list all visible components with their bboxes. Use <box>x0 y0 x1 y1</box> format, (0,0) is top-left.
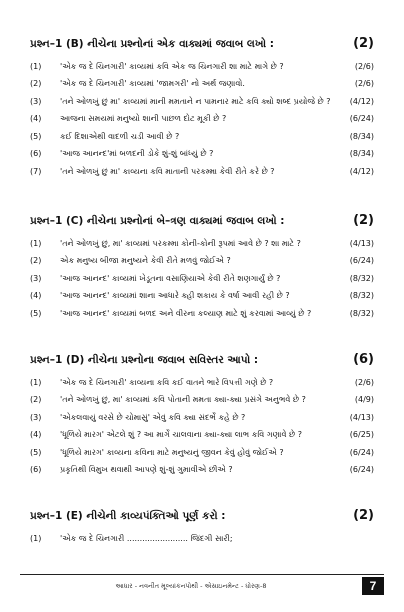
question-reference: (4/9) <box>354 395 374 404</box>
section-heading <box>30 211 374 231</box>
question-text: 'ધૂળિયે મારગ' એટલે શું ? આ માર્ગે ચાલવાના ક્યા-ક્યા લાભ કવિ ગણાવે છે ? <box>60 430 303 439</box>
question-item <box>30 78 374 89</box>
question-number: (5) <box>30 131 42 141</box>
question-item <box>30 464 374 475</box>
question-text: 'તને ઓળખું છું, મા' કાવ્યમાં કવિ પોતાની મમતા ક્યા-ક્યા પ્રસંગે અનુભવે છે ? <box>60 395 306 404</box>
question-reference: (6/24) <box>349 256 374 265</box>
section-c <box>30 211 374 319</box>
question-item <box>30 166 374 177</box>
question-text: 'એક જ દે ચિનગારી ........................ જિંદગી સારી; <box>60 533 233 543</box>
question-item <box>30 290 374 301</box>
question-item <box>30 429 374 440</box>
question-number: (7) <box>30 166 42 176</box>
question-text: 'એકલવાયું વરસે છે ચોમાસું' એવું કવિ ક્યા સંદર્ભે કહે છે ? <box>60 412 246 422</box>
section-heading <box>30 350 374 370</box>
question-reference: (8/34) <box>349 131 374 141</box>
question-number: (4) <box>30 114 42 123</box>
question-text: પ્રકૃતિથી વિમુખ થવાથી આપણે શું-શું ગુમાવીએ છીએ ? <box>60 465 233 474</box>
question-reference: (6/24) <box>349 447 374 457</box>
question-item <box>30 394 374 405</box>
question-item <box>30 238 374 249</box>
question-reference: (8/32) <box>349 291 374 300</box>
question-item <box>30 412 374 423</box>
page-footer <box>20 574 384 592</box>
question-item <box>30 96 374 107</box>
question-reference: (8/34) <box>349 149 374 158</box>
question-reference: (2/6) <box>354 377 374 387</box>
question-number: (5) <box>30 308 42 318</box>
footer-text: આધાર - નવનીત મૂલ્યાંકનપોથી - એસાઇનમેન્ટ - ધોરણ-8 <box>115 581 267 590</box>
section-e <box>30 506 374 544</box>
page-number: 7 <box>362 577 384 595</box>
question-number: (5) <box>30 447 42 457</box>
question-reference: (4/12) <box>349 166 374 176</box>
question-item <box>30 273 374 284</box>
question-number: (4) <box>30 430 42 439</box>
question-text: 'આજ આનન્દ' કાવ્યમાં શાના આધારે ક્હી શકાય કે વર્ષા આવી રહી છે ? <box>60 291 290 300</box>
question-text: 'એક જ દે ચિનગારી' કાવ્યમાં કવિ એક જ ચિનગારી શા માટે માગે છે ? <box>60 61 284 71</box>
question-number: (2) <box>30 256 42 265</box>
question-reference: (4/13) <box>349 238 374 248</box>
question-number: (2) <box>30 395 42 404</box>
question-item <box>30 447 374 458</box>
question-text: 'તને ઓળખું છું મા' કાવ્યમાં માની મમતાને ન પામનાર માટે કવિ ક્યો શબ્દ પ્રયોજે છે ? <box>60 96 331 106</box>
question-reference: (6/24) <box>349 465 374 474</box>
question-number: (6) <box>30 149 42 158</box>
question-text: 'ધૂળિયે મારગ' કાવ્યના કવિના માટે મનુષ્યનું જીવન કેવું હોવું જોઈએ ? <box>60 447 284 457</box>
question-text: 'આજ આનન્દ'માં બળદની ડોકે શું-શું બાંધ્યું છે ? <box>60 149 214 158</box>
question-item <box>30 113 374 124</box>
question-reference: (4/13) <box>349 412 374 422</box>
section-marks: (2) <box>353 36 374 51</box>
section-title: પ્રશ્ન–1 (C) નીચેના પ્રશ્નોનાં બે–ત્રણ વાક્યમાં જવાબ લખો : <box>30 215 285 227</box>
question-text: 'તને ઓળખું છું મા' કાવ્યના કવિ માતાની પરકમ્મા કેવી રીતે કરે છે ? <box>60 166 275 176</box>
section-marks: (2) <box>353 508 374 523</box>
question-reference: (8/32) <box>349 308 374 318</box>
question-reference: (2/6) <box>354 61 374 71</box>
question-reference: (6/24) <box>349 114 374 123</box>
question-number: (6) <box>30 465 42 474</box>
question-text: 'એક જ દે ચિનગારી' કાવ્યમાં 'જામગરી' નો અર્થ જણાવો. <box>60 79 245 88</box>
question-reference: (8/32) <box>349 273 374 283</box>
section-marks: (2) <box>353 213 374 228</box>
question-item <box>30 148 374 159</box>
question-reference: (6/25) <box>349 430 374 439</box>
question-item <box>30 308 374 319</box>
question-text: 'તને ઓળખું છું, મા' કાવ્યમાં પરકમ્મા કોની-કોની રૂપમાં આવે છે ? શા માટે ? <box>60 238 301 248</box>
question-item <box>30 377 374 388</box>
section-title: પ્રશ્ન–1 (D) નીચેના પ્રશ્નોના જવાબ સવિસ્તર આપો : <box>30 354 259 366</box>
question-number: (3) <box>30 412 42 422</box>
question-item <box>30 61 374 72</box>
question-item <box>30 131 374 142</box>
question-number: (1) <box>30 238 42 248</box>
section-marks: (6) <box>353 352 374 367</box>
question-reference: (4/12) <box>349 96 374 106</box>
section-heading <box>30 34 374 54</box>
section-d <box>30 350 374 475</box>
question-number: (2) <box>30 79 42 88</box>
question-text: 'એક જ દે ચિનગારી' કાવ્યના કવિ કઈ વાતને ભારે વિપત્તી ગણે છે ? <box>60 377 274 387</box>
question-item <box>30 255 374 266</box>
section-title: પ્રશ્ન–1 (E) નીચેની કાવ્યપંક્તિઓ પૂર્ણ કરો : <box>30 510 226 522</box>
question-number: (4) <box>30 291 42 300</box>
question-number: (1) <box>30 533 42 543</box>
footer-divider <box>20 574 384 575</box>
question-text: કઈ દિશાએથી વાદળી ચડી આવી છે ? <box>60 131 180 141</box>
question-text: 'આજ આનન્દ' કાવ્યમાં ખેડૂતના વસાણિયાએ કેવી રીતે શણગાર્યું છે ? <box>60 273 281 283</box>
section-b <box>30 34 374 177</box>
question-number: (1) <box>30 377 42 387</box>
question-text: આજના સમયમાં મનુષ્યો શાની પાછળ દોટ મૂકી છે ? <box>60 114 227 123</box>
question-number: (3) <box>30 96 42 106</box>
question-item <box>30 533 374 544</box>
section-heading <box>30 506 374 526</box>
question-reference: (2/6) <box>354 79 374 88</box>
section-title: પ્રશ્ન–1 (B) નીચેના પ્રશ્નોનાં એક વાક્યમાં જવાબ લખો : <box>30 38 274 50</box>
question-number: (3) <box>30 273 42 283</box>
question-text: એક મનુષ્ય બીજા મનુષ્યને કેવી રીતે મળવું જોઈએ ? <box>60 256 231 265</box>
question-text: 'આજ આનન્દ' કાવ્યમાં બળદ અને વીરના કલ્યાણ માટે શું કરવામાં આવ્યું છે ? <box>60 308 312 318</box>
question-number: (1) <box>30 61 42 71</box>
